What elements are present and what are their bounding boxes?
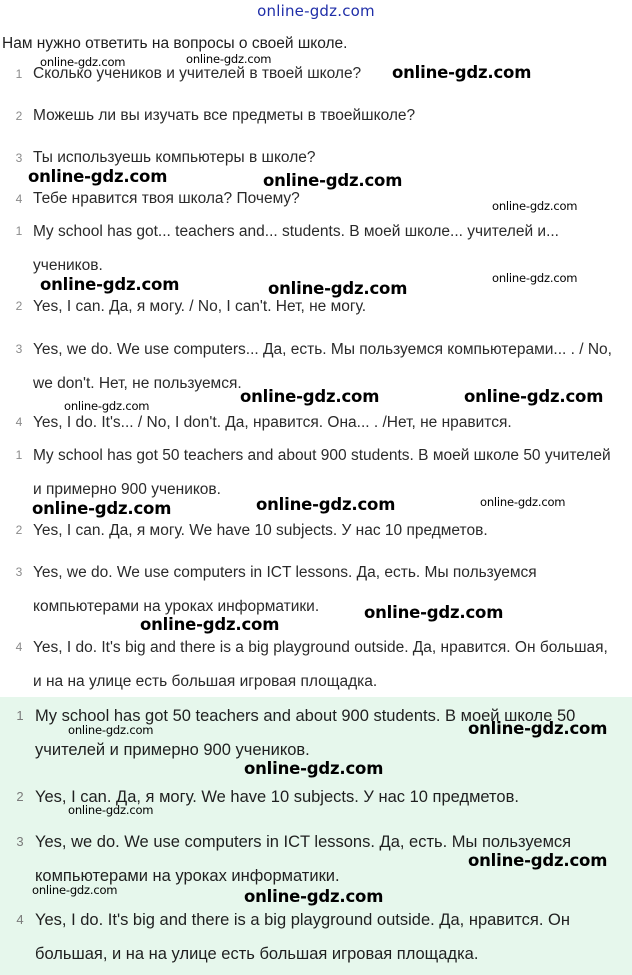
site-watermark: online-gdz.com (257, 2, 375, 20)
item-text: Yes, I do. It's... / No, I don't. Да, нравится. Она... . /Нет, не нравится. (33, 414, 512, 431)
watermark: online-gdz.com (28, 167, 168, 186)
item-number: 3 (15, 565, 23, 579)
item-text: Yes, we do. We use computers... Да, есть. Мы пользуемся компьютерами... . / No, we don't. Нет, не пользуемся. (33, 341, 612, 392)
item-text: Yes, we do. We use computers in ICT lessons. Да, есть. Мы пользуемся компьютерами на уроках информатики. (33, 564, 537, 615)
watermark: online-gdz.com (268, 279, 408, 298)
item-text: Yes, I can. Да, я могу. We have 10 subjects. У нас 10 предметов. (35, 788, 519, 806)
watermark: online-gdz.com (140, 615, 280, 634)
watermark: online-gdz.com (32, 883, 118, 897)
item-number: 2 (16, 789, 24, 804)
item-number: 3 (15, 151, 23, 165)
item-number: 1 (16, 708, 24, 723)
item-text: Сколько учеников и учителей в твоей школе? (33, 65, 362, 82)
item-number: 2 (15, 109, 23, 123)
watermark: online-gdz.com (40, 55, 126, 69)
item-number: 4 (15, 415, 23, 429)
item-number: 4 (15, 192, 23, 206)
item-text: My school has got 50 teachers and about 900 students. В моей школе 50 учителей и примерно 900 учеников. (35, 707, 576, 759)
item-text: Ты используешь компьютеры в школе? (33, 149, 316, 166)
watermark: online-gdz.com (464, 387, 604, 406)
item-text: Yes, I can. Да, я могу. / No, I can't. Нет, не могу. (33, 298, 367, 315)
item-text: Тебе нравится твоя школа? Почему? (33, 190, 300, 207)
item-number: 3 (16, 834, 24, 849)
watermark: online-gdz.com (64, 399, 150, 413)
item-number: 4 (16, 912, 24, 927)
watermark: online-gdz.com (32, 499, 172, 518)
watermark: online-gdz.com (186, 52, 272, 66)
item-number: 4 (15, 640, 23, 654)
item-number: 1 (15, 224, 23, 238)
watermark: online-gdz.com (256, 495, 396, 514)
watermark: online-gdz.com (480, 495, 566, 509)
item-text: Yes, I do. It's big and there is a big playground outside. Да, нравится. Он большая, и на на улице есть большая игровая площадка. (33, 639, 608, 690)
watermark: online-gdz.com (244, 887, 384, 906)
item-text: Yes, I can. Да, я могу. We have 10 subjects. У нас 10 предметов. (33, 522, 488, 539)
watermark: online-gdz.com (68, 803, 154, 817)
watermark: online-gdz.com (468, 719, 608, 738)
intro-text: Нам нужно ответить на вопросы о своей школе. (2, 35, 348, 52)
item-number: 2 (15, 523, 23, 537)
item-number: 1 (15, 448, 23, 462)
item-number: 2 (15, 299, 23, 313)
item-text: Yes, I do. It's big and there is a big playground outside. Да, нравится. Он большая, и на на улице есть большая игровая площадка. (35, 911, 570, 963)
item-number: 3 (15, 342, 23, 356)
watermark: online-gdz.com (492, 271, 578, 285)
item-text: My school has got 50 teachers and about 900 students. В моей школе 50 учителей и примерно 900 учеников. (33, 447, 611, 498)
watermark: online-gdz.com (492, 199, 578, 213)
item-text: Yes, we do. We use computers in ICT lessons. Да, есть. Мы пользуемся компьютерами на уроках информатики. (35, 833, 572, 885)
watermark: online-gdz.com (364, 603, 504, 622)
watermark: online-gdz.com (468, 851, 608, 870)
watermark: online-gdz.com (392, 63, 532, 82)
item-text: My school has got... teachers and... students. В моей школе... учителей и... учеников. (33, 223, 559, 274)
item-number: 1 (15, 67, 23, 81)
item-text: Можешь ли вы изучать все предметы в твоейшколе? (33, 107, 416, 124)
watermark: online-gdz.com (40, 275, 180, 294)
watermark: online-gdz.com (263, 171, 403, 190)
watermark: online-gdz.com (240, 387, 380, 406)
watermark: online-gdz.com (68, 723, 154, 737)
watermark: online-gdz.com (244, 759, 384, 778)
